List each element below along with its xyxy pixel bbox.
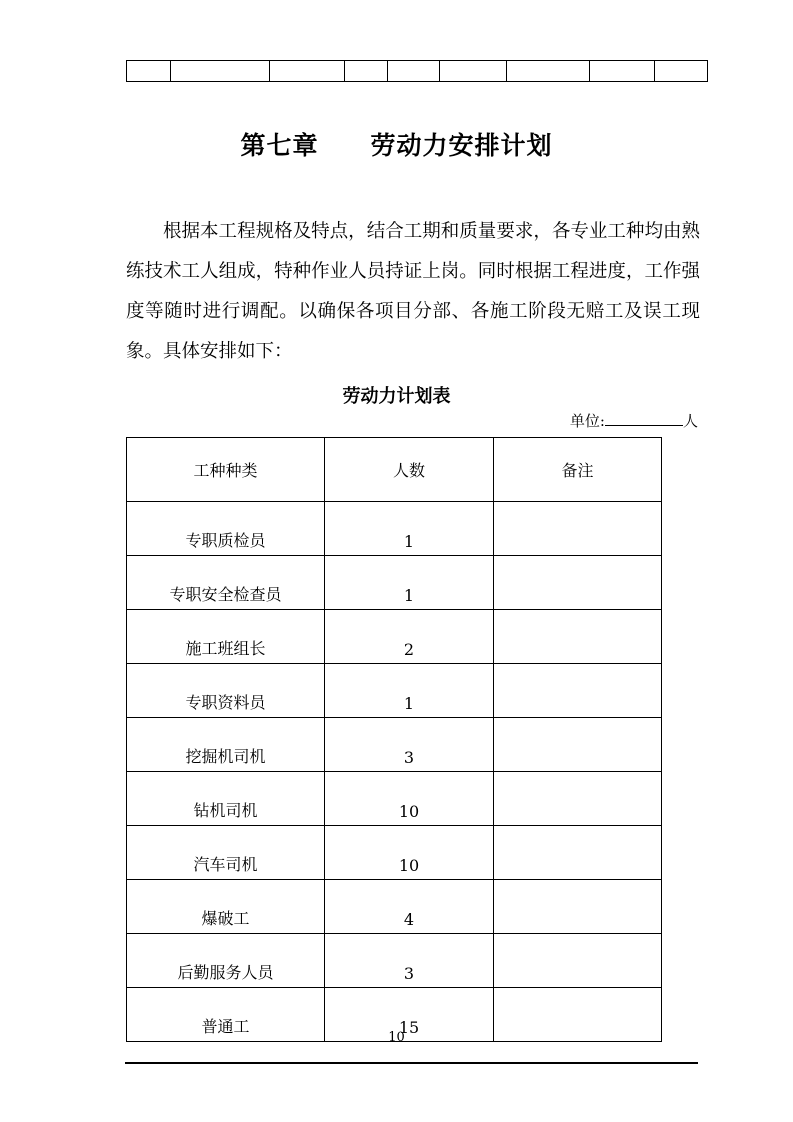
header-empty-table-body (127, 61, 708, 82)
cell-kind: 钻机司机 (127, 772, 325, 826)
cell-count: 2 (325, 610, 494, 664)
table-row (127, 61, 708, 82)
cell-count: 3 (325, 718, 494, 772)
table-row (127, 718, 662, 772)
cell-kind: 爆破工 (127, 880, 325, 934)
header-empty-cell-6 (440, 61, 507, 82)
table-row (127, 556, 662, 610)
table-row (127, 934, 662, 988)
unit-suffix: 人 (682, 412, 698, 430)
cell-note (494, 718, 662, 772)
page-title: 第七章 劳动力安排计划 (240, 131, 553, 160)
cell-count: 10 (325, 772, 494, 826)
header-empty-cell-8 (590, 61, 655, 82)
cell-count: 3 (325, 934, 494, 988)
table-row (127, 610, 662, 664)
cell-note (494, 556, 662, 610)
cell-kind: 挖掘机司机 (127, 718, 325, 772)
header-empty-cell-7 (507, 61, 590, 82)
labour-plan-table-body (127, 438, 662, 1042)
table-row (127, 664, 662, 718)
table-row (127, 772, 662, 826)
header-empty-table (126, 60, 708, 82)
page-number: 10 (388, 1030, 405, 1045)
labour-table-caption: 劳动力计划表 (342, 386, 451, 407)
column-header-kind: 工种种类 (127, 438, 325, 502)
cell-note (494, 826, 662, 880)
header-empty-cell-9 (655, 61, 708, 82)
cell-kind: 专职资料员 (127, 664, 325, 718)
cell-note (494, 880, 662, 934)
header-empty-cell-1 (127, 61, 171, 82)
cell-note (494, 772, 662, 826)
cell-count: 10 (325, 826, 494, 880)
cell-note (494, 664, 662, 718)
cell-count: 1 (325, 664, 494, 718)
cell-kind: 施工班组长 (127, 610, 325, 664)
cell-count: 1 (325, 502, 494, 556)
cell-note (494, 934, 662, 988)
table-row (127, 826, 662, 880)
header-empty-cell-3 (270, 61, 345, 82)
column-header-note: 备注 (494, 438, 662, 502)
cell-count: 15 (325, 988, 494, 1042)
cell-kind: 专职质检员 (127, 502, 325, 556)
cell-kind: 普通工 (127, 988, 325, 1042)
cell-count: 4 (325, 880, 494, 934)
table-header-row (127, 438, 662, 502)
cell-count: 1 (325, 556, 494, 610)
table-row (127, 880, 662, 934)
cell-kind: 专职安全检查员 (127, 556, 325, 610)
unit-blank-field[interactable] (605, 410, 683, 426)
header-empty-cell-5 (388, 61, 440, 82)
labour-plan-table (126, 437, 662, 1042)
header-empty-cell-4 (345, 61, 388, 82)
column-header-count: 人数 (325, 438, 494, 502)
body-paragraph: 根据本工程规格及特点，结合工期和质量要求，各专业工种均由熟练技术工人组成，特种作业人员持证上岗。同时根据工程进度，工作强度等随时进行调配。以确保各项目分部、各施工阶段无赔工及误工现象。具体安排如下： (126, 221, 700, 362)
unit-line (126, 410, 698, 431)
cell-kind: 汽车司机 (127, 826, 325, 880)
cell-note (494, 502, 662, 556)
unit-label: 单位: (569, 412, 605, 430)
header-empty-cell-2 (171, 61, 270, 82)
cell-kind: 后勤服务人员 (127, 934, 325, 988)
cell-note (494, 610, 662, 664)
table-row (127, 502, 662, 556)
footer-divider (125, 1062, 698, 1064)
